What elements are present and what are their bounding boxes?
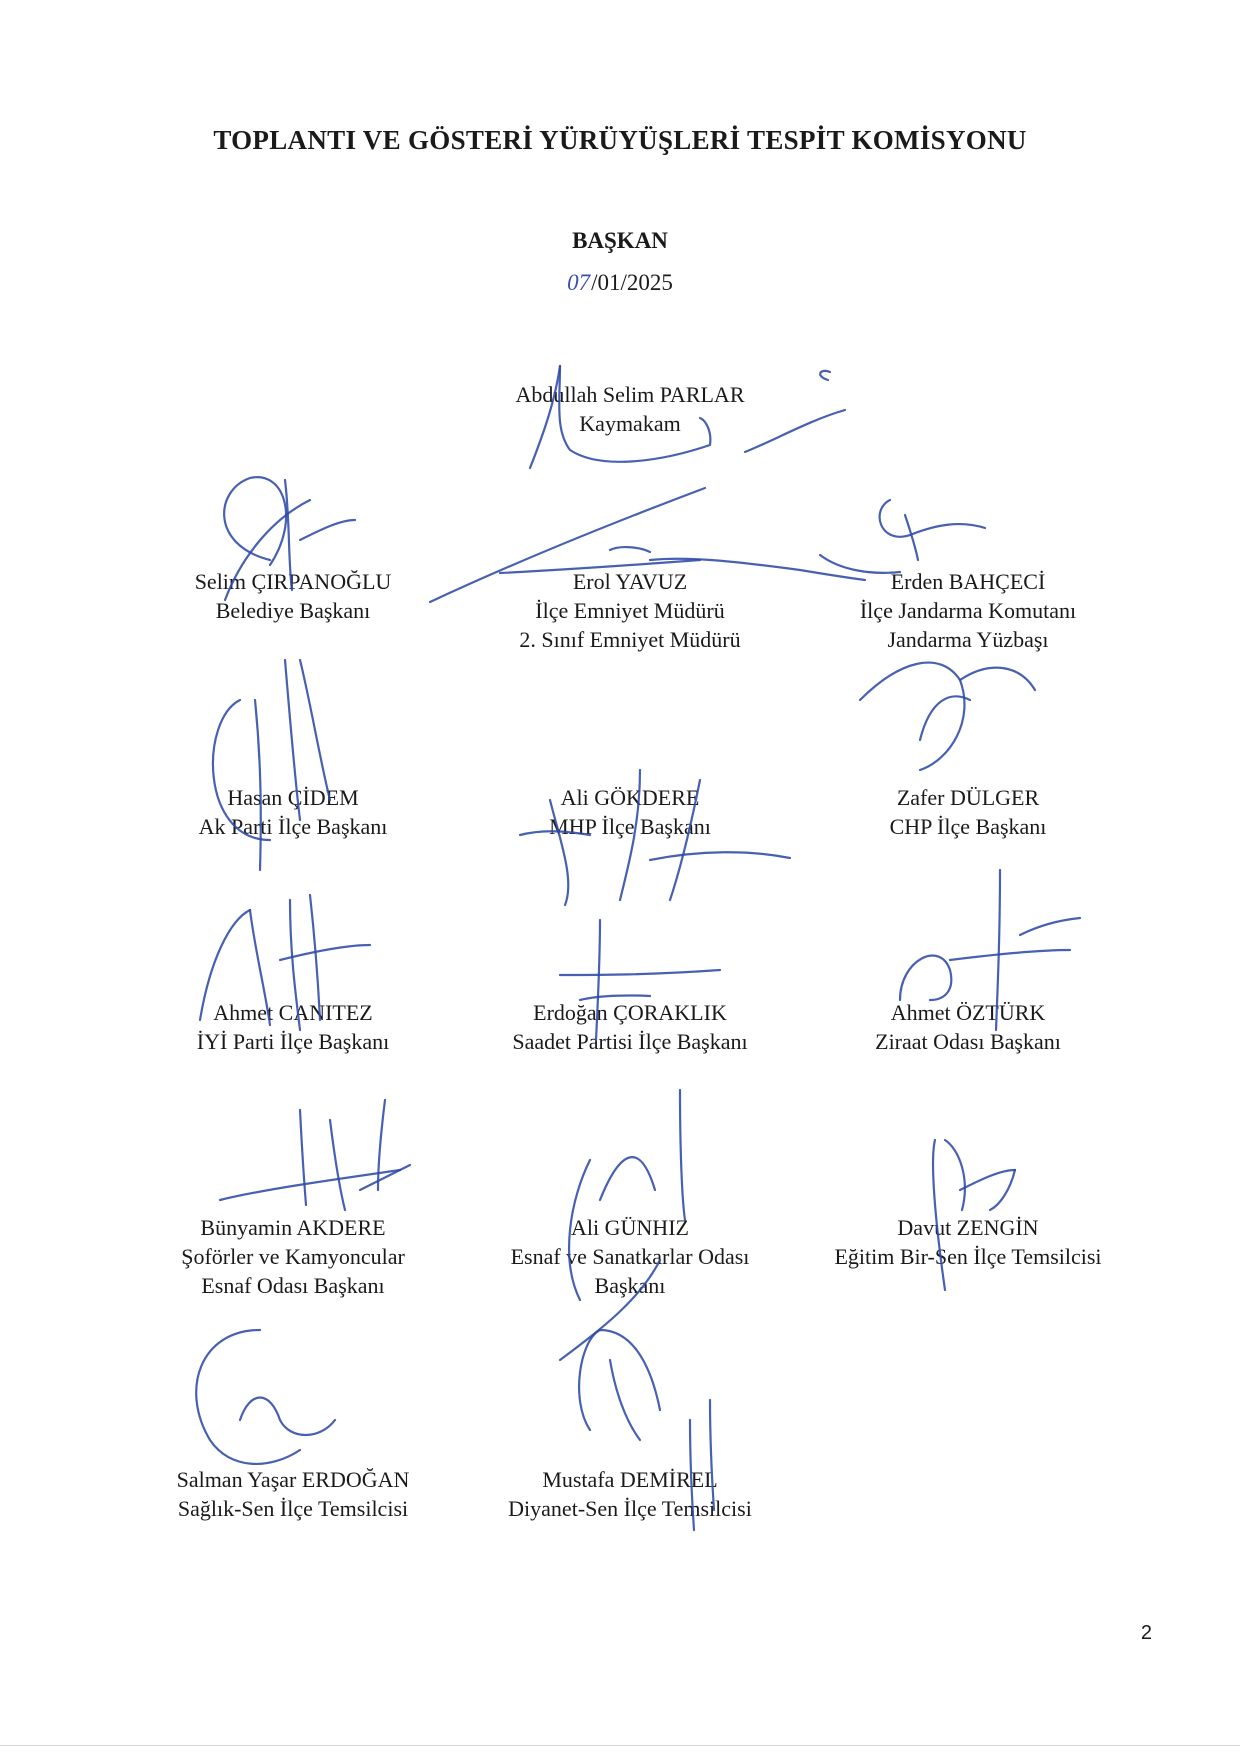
signatory-title: Ak Parti İlçe Başkanı <box>198 814 388 839</box>
signatory-block-egitimbirsen <box>758 1213 1178 1271</box>
signatory-title: Eğitim Bir-Sen İlçe Temsilcisi <box>834 1244 1102 1269</box>
chairman-title: Kaymakam <box>579 411 681 436</box>
signatory-title: Diyanet-Sen İlçe Temsilcisi <box>508 1496 752 1521</box>
signatory-title: Esnaf ve Sanatkarlar Odası <box>510 1244 750 1269</box>
chairman-role-heading: BAŞKAN <box>572 228 668 253</box>
signatory-title: CHP İlçe Başkanı <box>889 814 1047 839</box>
signatory-title: Ziraat Odası Başkanı <box>875 1029 1061 1054</box>
signatory-title-secondary: 2. Sınıf Emniyet Müdürü <box>519 627 741 652</box>
signatory-title: Sağlık-Sen İlçe Temsilcisi <box>177 1496 409 1521</box>
signatory-name: Davut ZENGİN <box>897 1215 1039 1240</box>
signature-jandarma-komutani <box>820 500 985 573</box>
signatory-block-diyanetsen <box>420 1465 840 1523</box>
signatory-name: Ahmet CANITEZ <box>213 1000 373 1025</box>
signatory-name: Bünyamin AKDERE <box>200 1215 386 1240</box>
signature-sagliksen <box>196 1330 335 1464</box>
document-title: TOPLANTI VE GÖSTERİ YÜRÜYÜŞLERİ TESPİT KOMİSYONU <box>213 125 1027 155</box>
signatory-title-secondary: Başkanı <box>594 1273 666 1298</box>
signatory-title: Saadet Partisi İlçe Başkanı <box>512 1029 748 1054</box>
signatory-name: Hasan ÇİDEM <box>227 785 359 810</box>
signatory-name: Selim ÇIRPANOĞLU <box>194 569 392 594</box>
signatory-title: Belediye Başkanı <box>215 598 371 623</box>
signatory-name: Zafer DÜLGER <box>896 785 1040 810</box>
chairman-signature-block <box>420 380 840 438</box>
signatory-title: İlçe Emniyet Müdürü <box>535 598 725 623</box>
signatory-name: Salman Yaşar ERDOĞAN <box>176 1467 410 1492</box>
signatory-name: Ahmet ÖZTÜRK <box>890 1000 1046 1025</box>
document-date <box>0 270 1240 296</box>
signatory-title: MHP İlçe Başkanı <box>549 814 711 839</box>
signatory-name: Mustafa DEMİREL <box>542 1467 718 1492</box>
signature-chp <box>860 663 1035 770</box>
signatory-title-secondary: Jandarma Yüzbaşı <box>887 627 1049 652</box>
signatory-title: İlçe Jandarma Komutanı <box>859 598 1077 623</box>
handwritten-day: 07 <box>567 270 591 295</box>
signatory-name: Ali GÜNHIZ <box>571 1215 689 1240</box>
signatory-block-jandarma <box>758 567 1178 654</box>
signatory-title: İYİ Parti İlçe Başkanı <box>196 1029 390 1054</box>
signatory-name: Erdoğan ÇORAKLIK <box>533 1000 727 1025</box>
printed-month-year: /01/2025 <box>591 270 673 295</box>
signatory-name: Erol YAVUZ <box>572 569 688 594</box>
signatory-block-ziraat <box>758 998 1178 1056</box>
page-number: 2 <box>1140 1622 1152 1644</box>
signatory-title-secondary: Esnaf Odası Başkanı <box>201 1273 385 1298</box>
signatory-name: Ali GÖKDERE <box>560 785 700 810</box>
signatory-name: Erden BAHÇECİ <box>890 569 1046 594</box>
chairman-name: Abdullah Selim PARLAR <box>515 382 745 407</box>
signature-soforler <box>220 1100 410 1210</box>
scan-edge-divider <box>0 1745 1240 1746</box>
signatory-title: Şoförler ve Kamyoncular <box>181 1244 405 1269</box>
signatory-block-chp <box>758 783 1178 841</box>
